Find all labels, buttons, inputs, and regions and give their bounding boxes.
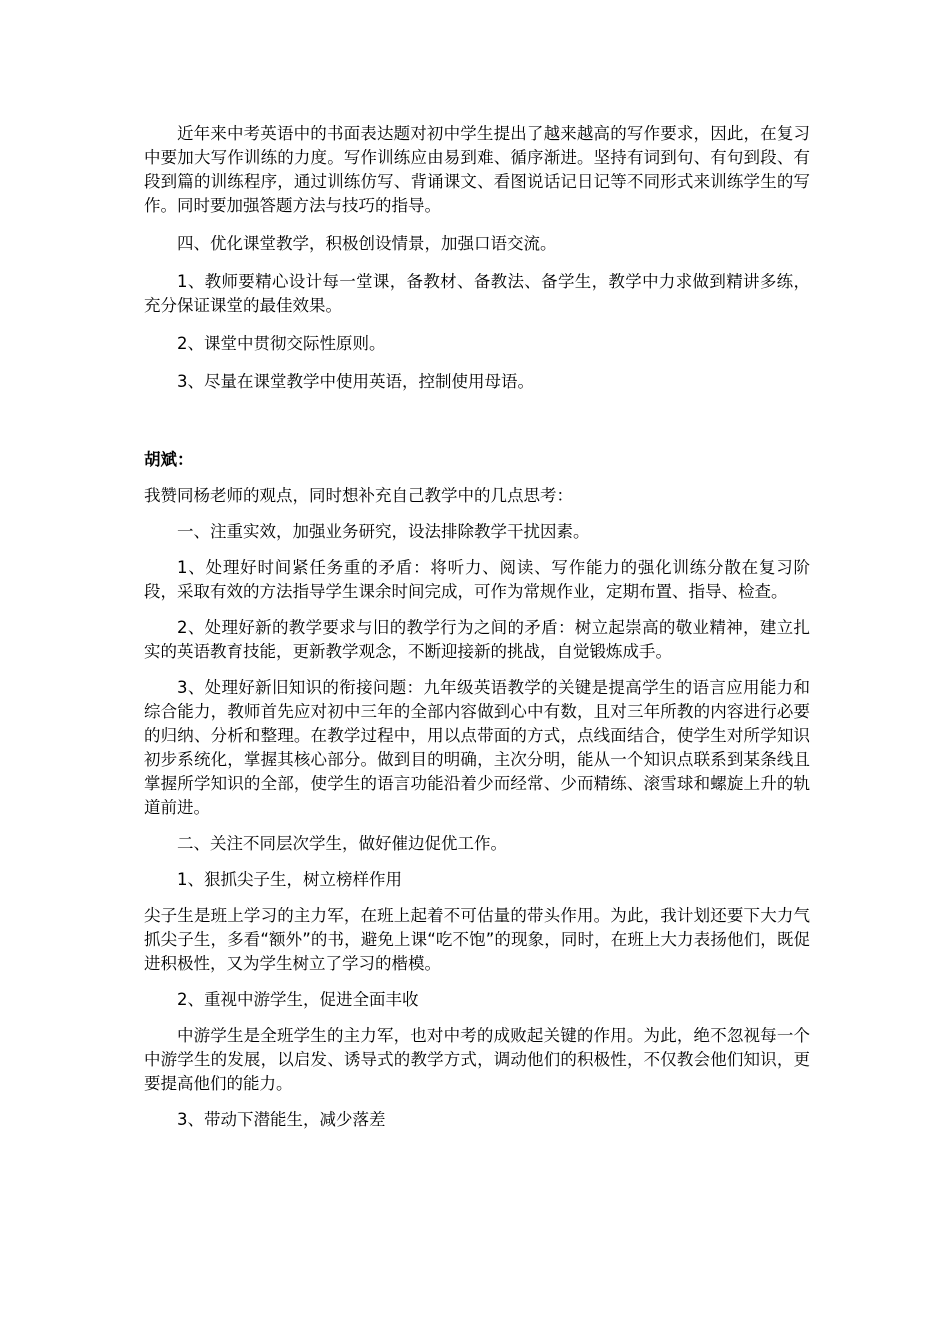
- document-page: [144, 122, 810, 1132]
- list-item-use-english: 3、尽量在课堂教学中使用英语，控制使用母语。: [177, 372, 534, 391]
- paragraph-middle-students: 中游学生是全班学生的主力军，也对中考的成败起关键的作用。为此，绝不忽视每一个中游学生的发展，以启发、诱导式的教学方式，调动他们的积极性，不仅教会他们知识，更要提高他们的能力。: [144, 1026, 810, 1093]
- list-item-middle-students: 2、重视中游学生，促进全面丰收: [177, 990, 419, 1009]
- paragraph-writing-training: 近年来中考英语中的书面表达题对初中学生提出了越来越高的写作要求，因此，在复习中要加大写作训练的力度。写作训练应由易到难、循序渐进。坚持有词到句、有句到段、有段到篇的训练程序，通过训练仿写、背诵课文、看图说话记日记等不同形式来训练学生的写作。同时要加强答题方法与技巧的指导。: [144, 124, 810, 215]
- list-item-new-old-teaching: 2、处理好新的教学要求与旧的教学行为之间的矛盾：树立起崇高的敬业精神，建立扎实的英语教育技能，更新教学观念，不断迎接新的挑战，自觉锻炼成手。: [144, 618, 810, 661]
- list-item-knowledge-connection: 3、处理好新旧知识的衔接问题：九年级英语教学的关键是提高学生的语言应用能力和综合能力，教师首先应对初中三年的全部内容做到心中有数，且对三年所教的内容进行必要的归纳、分析和整理。在教学过程中，用以点带面的方式，点线面结合，使学生对所学知识初步系统化，掌握其核心部分。做到目的明确，主次分明，能从一个知识点联系到某条线且掌握所学知识的全部，使学生的语言功能沿着少而经常、少而精练、滚雪球和螺旋上升的轨道前进。: [144, 678, 810, 817]
- paragraph-intro: 我赞同杨老师的观点，同时想补充自己教学中的几点思考：: [144, 486, 573, 505]
- list-item-potential-students: 3、带动下潜能生，减少落差: [177, 1110, 386, 1129]
- paragraph-top-students: 尖子生是班上学习的主力军，在班上起着不可估量的带头作用。为此，我计划还要下大力气抓尖子生，多看“额外”的书，避免上课“吃不饱”的现象，同时，在班上大力表扬他们，既促进积极性，又为学生树立了学习的楷模。: [144, 906, 810, 973]
- list-item-lesson-design: 1、教师要精心设计每一堂课，备教材、备教法、备学生，教学中力求做到精讲多练，充分保证课堂的最佳效果。: [144, 272, 810, 315]
- heading-section-two: 二、关注不同层次学生，做好催边促优工作。: [177, 834, 507, 853]
- heading-section-four: 四、优化课堂教学，积极创设情景，加强口语交流。: [177, 234, 557, 253]
- speaker-name: 胡斌：: [144, 450, 194, 469]
- heading-section-one: 一、注重实效，加强业务研究，设法排除教学干扰因素。: [177, 522, 590, 541]
- list-item-top-students: 1、狠抓尖子生，树立榜样作用: [177, 870, 402, 889]
- list-item-communicative-principle: 2、课堂中贯彻交际性原则。: [177, 334, 386, 353]
- list-item-time-pressure: 1、处理好时间紧任务重的矛盾：将听力、阅读、写作能力的强化训练分散在复习阶段，采取有效的方法指导学生课余时间完成，可作为常规作业，定期布置、指导、检查。: [144, 558, 810, 601]
